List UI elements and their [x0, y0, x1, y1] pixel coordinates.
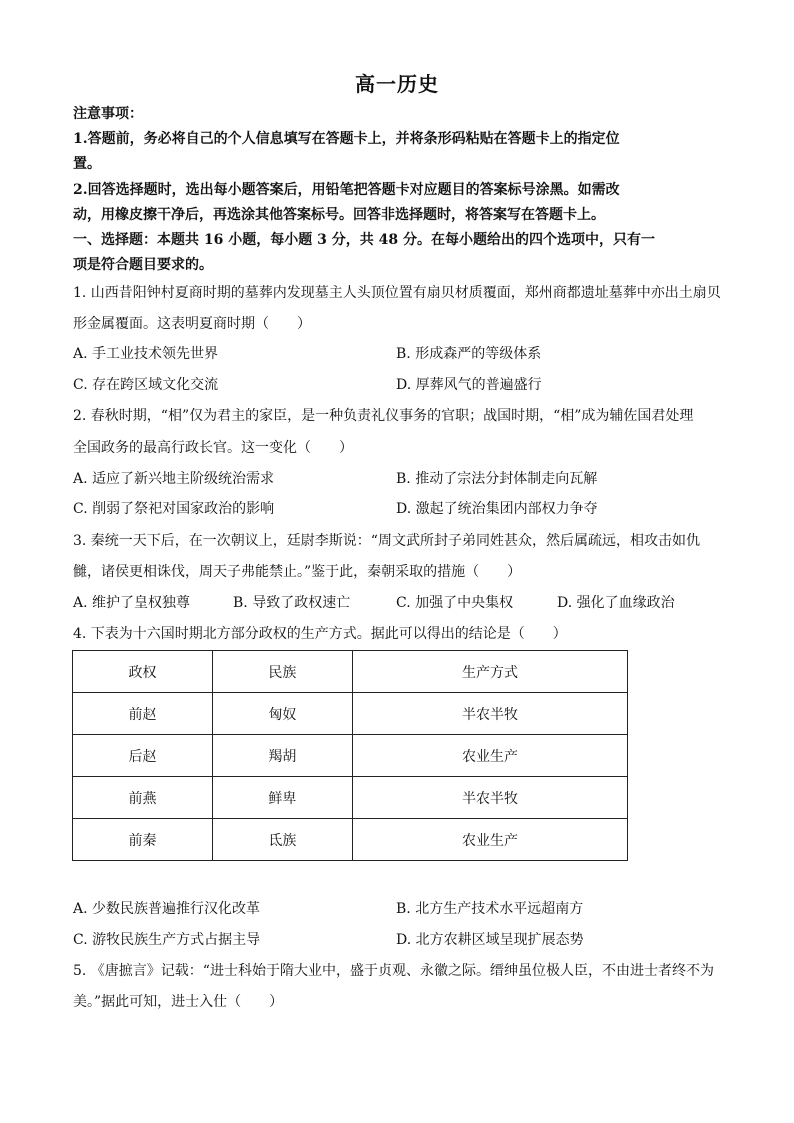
page-title: 高一历史 — [355, 72, 439, 96]
question-2-option-a: A. 适应了新兴地主阶级统治需求 — [73, 471, 275, 487]
notice-item-1-cont: 置。 — [73, 156, 101, 172]
question-2-stem: 2. 春秋时期，“相”仅为君主的家臣，是一种负责礼仪事务的官职；战国时期，“相”成为辅佐国君处理 — [73, 408, 694, 424]
table-cell: 半农半牧 — [352, 693, 627, 735]
notice-heading: 注意事项： — [73, 106, 143, 122]
question-3-stem: 3. 秦统一天下后，在一次朝议上，廷尉李斯说：“周文武所封子弟同姓甚众，然后属疏远，相攻击如仇 — [73, 533, 700, 549]
question-2-option-c: C. 削弱了祭祀对国家政治的影响 — [73, 501, 275, 517]
question-2-stem-cont: 全国政务的最高行政长官。这一变化（ ） — [73, 440, 353, 456]
question-4-option-d: D. 北方农耕区域呈现扩展态势 — [396, 932, 584, 948]
question-5-stem-cont: 美。”据此可知，进士入仕（ ） — [73, 994, 284, 1010]
question-4-option-b: B. 北方生产技术水平远超南方 — [396, 901, 584, 917]
question-1-option-a: A. 手工业技术领先世界 — [73, 346, 219, 362]
table-cell: 羯胡 — [212, 735, 352, 777]
table-cell: 鲜卑 — [212, 777, 352, 819]
table-row — [73, 777, 628, 819]
table-header-row — [73, 651, 628, 693]
question-2-option-d: D. 激起了统治集团内部权力争夺 — [396, 501, 598, 517]
table-cell: 前燕 — [73, 777, 213, 819]
table-row — [73, 735, 628, 777]
table-cell: 氐族 — [212, 819, 352, 861]
table-header-cell: 生产方式 — [352, 651, 627, 693]
section-heading-cont: 项是符合题目要求的。 — [73, 257, 213, 273]
table-row — [73, 819, 628, 861]
question-1-option-b: B. 形成森严的等级体系 — [396, 346, 542, 362]
question-4-stem: 4. 下表为十六国时期北方部分政权的生产方式。据此可以得出的结论是（ ） — [73, 626, 567, 642]
table-cell: 前赵 — [73, 693, 213, 735]
question-3-option-b: B. 导致了政权速亡 — [233, 595, 351, 611]
question-3-stem-cont: 雠，诸侯更相诛伐，周天子弗能禁止。”鉴于此，秦朝采取的措施（ ） — [73, 564, 522, 580]
notice-item-1: 1.答题前，务必将自己的个人信息填写在答题卡上，并将条形码粘贴在答题卡上的指定位 — [73, 131, 620, 147]
table-header-cell: 民族 — [212, 651, 352, 693]
table-cell: 匈奴 — [212, 693, 352, 735]
table-header-cell: 政权 — [73, 651, 213, 693]
notice-item-2-cont: 动，用橡皮擦干净后，再选涂其他答案标号。回答非选择题时，将答案写在答题卡上。 — [73, 207, 605, 223]
table-row — [73, 693, 628, 735]
question-4-option-a: A. 少数民族普遍推行汉化改革 — [73, 901, 261, 917]
question-4-option-c: C. 游牧民族生产方式占据主导 — [73, 932, 261, 948]
question-3-option-a: A. 维护了皇权独尊 — [73, 595, 191, 611]
question-1-stem-cont: 形金属覆面。这表明夏商时期（ ） — [73, 316, 311, 332]
section-heading: 一、选择题：本题共 16 小题，每小题 3 分，共 48 分。在每小题给出的四个选项中，只有一 — [73, 232, 655, 248]
table-cell: 农业生产 — [352, 819, 627, 861]
question-1-option-d: D. 厚葬风气的普遍盛行 — [396, 377, 542, 393]
table-cell: 后赵 — [73, 735, 213, 777]
question-2-option-b: B. 推动了宗法分封体制走向瓦解 — [396, 471, 598, 487]
notice-item-2: 2.回答选择题时，选出每小题答案后，用铅笔把答题卡对应题目的答案标号涂黑。如需改 — [73, 182, 620, 198]
question-3-option-c: C. 加强了中央集权 — [396, 595, 514, 611]
question-5-stem: 5. 《唐摭言》记载：“进士科始于隋大业中，盛于贞观、永徽之际。缙绅虽位极人臣，不由进士者终不为 — [73, 963, 714, 979]
question-3-option-d: D. 强化了血缘政治 — [557, 595, 675, 611]
table-cell: 半农半牧 — [352, 777, 627, 819]
table-cell: 前秦 — [73, 819, 213, 861]
question-1-option-c: C. 存在跨区域文化交流 — [73, 377, 219, 393]
regime-production-table — [72, 650, 628, 861]
table-cell: 农业生产 — [352, 735, 627, 777]
question-1-stem: 1. 山西昔阳钟村夏商时期的墓葬内发现墓主人头顶位置有扇贝材质覆面，郑州商都遗址墓葬中亦出土扇贝 — [73, 285, 721, 301]
